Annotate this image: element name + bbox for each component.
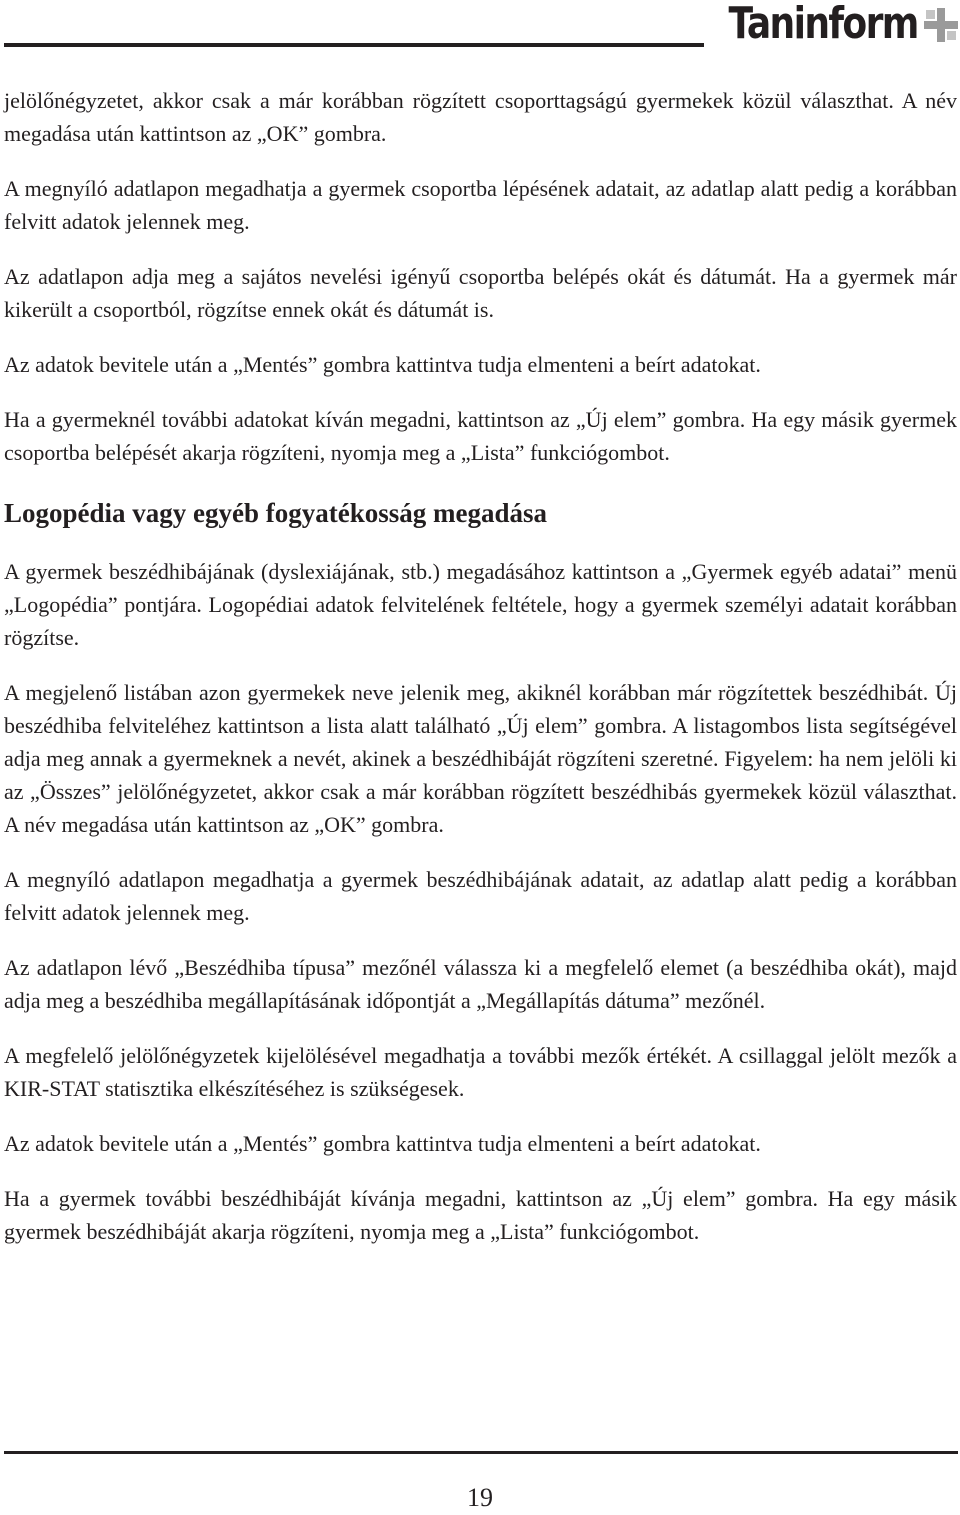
paragraph: Az adatok bevitele után a „Mentés” gombra kattintva tudja elmenteni a beírt adatokat.: [4, 1131, 761, 1156]
paragraph: A megnyíló adatlapon megadhatja a gyermek beszédhibájának adatait, az adatlap alatt pedig a korábban felvitt adatok jelennek meg.: [4, 867, 957, 925]
paragraph: Ha a gyermek további beszédhibáját kívánja megadni, kattintson az „Új elem” gombra. Ha egy másik gyermek beszédhibáját akarja rögzíteni, nyomja meg a „Lista” funkciógombot.: [4, 1186, 957, 1244]
page-number: 19: [467, 1483, 493, 1512]
brand-logo-text: Taninform: [728, 0, 918, 49]
paragraph: A gyermek beszédhibájának (dyslexiájának, stb.) megadásához kattintson a „Gyermek egyéb adatai” menü „Logopédia” pontjára. Logopédiai adatok felvitelének feltétele, hogy a gyermek személyi adatait korábban rögzítse.: [4, 559, 957, 650]
paragraph: jelölőnégyzetet, akkor csak a már korábban rögzített csoporttagságú gyermekek közül választhat. A név megadása után kattintson az „OK” gombra.: [4, 88, 957, 146]
footer-rule: [4, 1451, 958, 1454]
paragraph: Ha a gyermeknél további adatokat kíván megadni, kattintson az „Új elem” gombra. Ha egy másik gyermek csoportba belépését akarja rögzíteni, nyomja meg a „Lista” funkciógombot.: [4, 407, 957, 465]
brand-cross-icon: [924, 8, 958, 42]
paragraph: A megnyíló adatlapon megadhatja a gyermek csoportba lépésének adatait, az adatlap alatt pedig a korábban felvitt adatok jelennek meg.: [4, 176, 957, 234]
paragraph: A megjelenő listában azon gyermekek neve jelenik meg, akiknél korábban már rögzítettek beszédhibát. Új beszédhiba felviteléhez kattintson a lista alatt található „Új elem” gombra. A listagombos lista segítségével adja meg annak a gyermeknek a nevét, akinek a beszédhibáját rögzíteni szeretné. Figyelem: ha nem jelöli ki az „Összes” jelölőnégyzetet, akkor csak a már korábban rögzített beszédhibás gyermekek közül választhat. A név megadása után kattintson az „OK” gombra.: [4, 680, 957, 837]
header-rule: [4, 43, 704, 47]
page-header: [4, 0, 960, 56]
paragraph: Az adatlapon adja meg a sajátos nevelési igényű csoportba belépés okát és dátumát. Ha a gyermek már kikerült a csoportból, rögzítse ennek okát és dátumát is.: [4, 264, 957, 322]
paragraph: Az adatok bevitele után a „Mentés” gombra kattintva tudja elmenteni a beírt adatokat.: [4, 352, 761, 377]
paragraph: Az adatlapon lévő „Beszédhiba típusa” mezőnél válassza ki a megfelelő elemet (a beszédhiba okát), majd adja meg a beszédhiba megállapításának időpontját a „Megállapítás dátuma” mezőnél.: [4, 955, 957, 1013]
paragraph: A megfelelő jelölőnégyzetek kijelölésével megadhatja a további mezők értékét. A csillaggal jelölt mezők a KIR-STAT statisztika elkészítéséhez is szükségesek.: [4, 1043, 957, 1101]
document-body: [4, 84, 957, 1248]
section-heading: Logopédia vagy egyéb fogyatékosság megadása: [4, 498, 548, 528]
